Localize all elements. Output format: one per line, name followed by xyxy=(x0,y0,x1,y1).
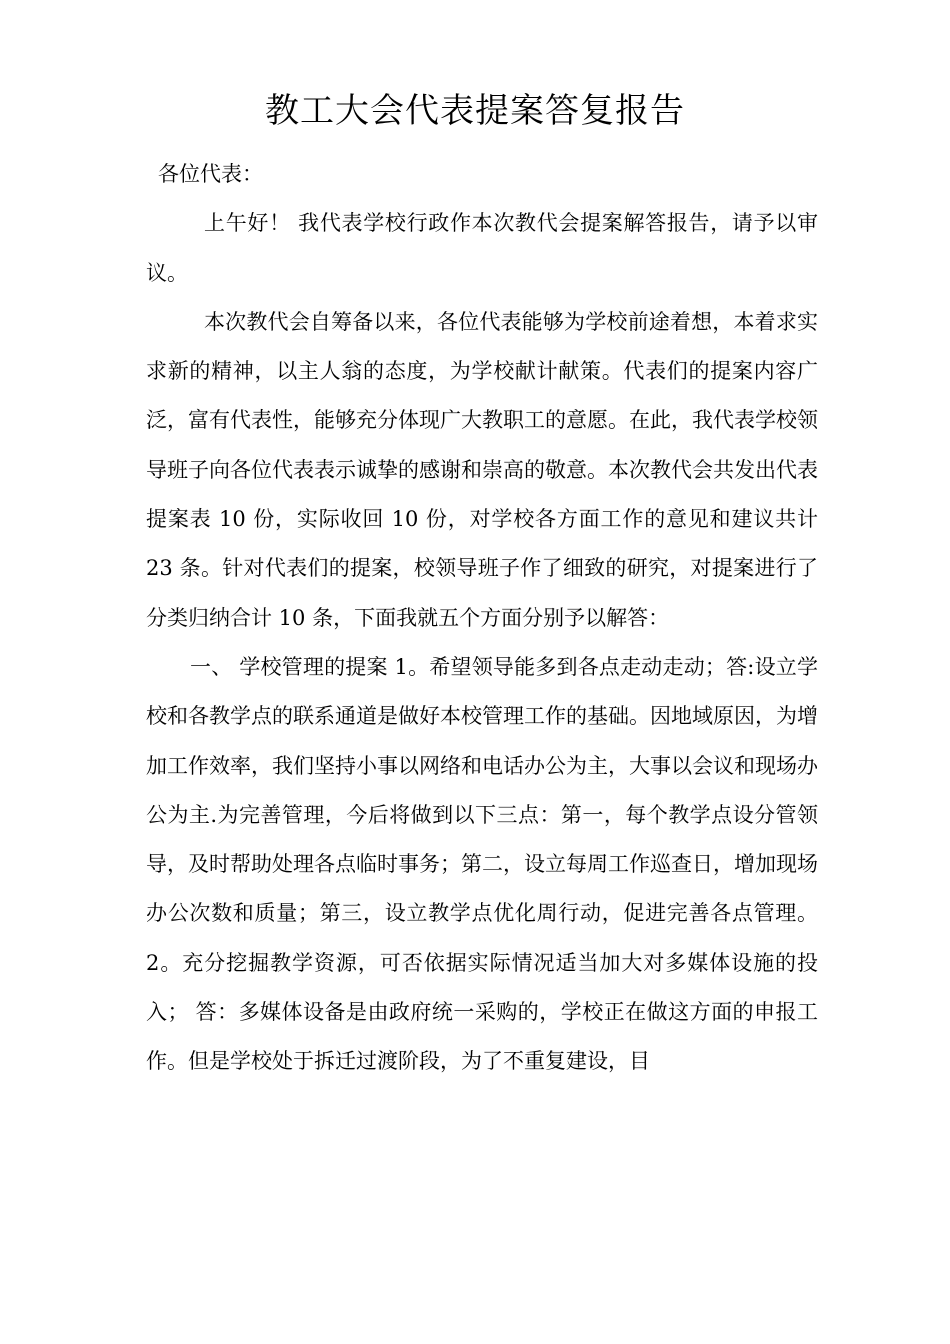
paragraph-greeting: 上午好！ 我代表学校行政作本次教代会提案解答报告，请予以审议。 xyxy=(146,211,818,285)
document-title: 教工大会代表提案答复报告 xyxy=(265,91,685,131)
paragraph-intro: 本次教代会自筹备以来，各位代表能够为学校前途着想，本着求实求新的精神，以主人翁的态度，为学校献计献策。代表们的提案内容广泛，富有代表性，能够充分体现广大教职工的意愿。在此，我代表学校领导班子向各位代表表示诚挚的感谢和崇高的敬意。本次教代会共发出代表提案表 10 份，实际收回 10 份，对学校各方面工作的意见和建议共计 23 条。针对代表们的提案，校领导班子作了细致的研究，对提案进行了分类归纳合计 10 条，下面我就五个方面分别予以解答： xyxy=(146,309,818,630)
paragraph-section-one: 一、 学校管理的提案 1。希望领导能多到各点走动走动；答:设立学校和各教学点的联系通道是做好本校管理工作的基础。因地域原因，为增加工作效率，我们坚持小事以网络和电话办公为主，大事以会议和现场办公为主.为完善管理，今后将做到以下三点：第一，每个教学点设分管领导，及时帮助处理各点临时事务；第二，设立每周工作巡查日，增加现场办公次数和质量；第三，设立教学点优化周行动，促进完善各点管理。 2。充分挖掘教学资源，可否依据实际情况适当加大对多媒体设施的投入； 答：多媒体设备是由政府统一采购的，学校正在做这方面的申报工作。但是学校处于拆迁过渡阶段，为了不重复建设，目 xyxy=(146,654,818,1074)
document-body xyxy=(146,150,818,1087)
salutation: 各位代表： xyxy=(158,162,263,186)
